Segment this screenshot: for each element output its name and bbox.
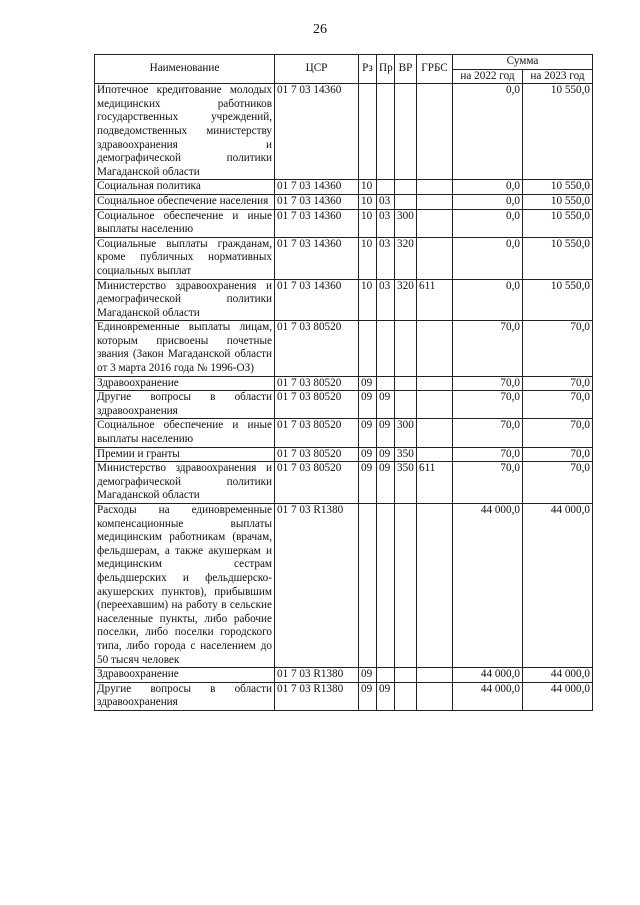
row-amount-2022: 44 000,0 [453,682,523,710]
table-row [95,682,593,710]
row-name: Здравоохранение [95,376,275,391]
row-pr [377,668,395,683]
header-row [95,55,593,70]
row-amount-2022: 0,0 [453,209,523,237]
row-vr: 320 [395,237,417,279]
header-2022: на 2022 год [453,69,523,84]
row-name: Социальное обеспечение населения [95,194,275,209]
row-vr: 320 [395,279,417,321]
row-grbs [417,209,453,237]
row-grbs [417,419,453,447]
row-csr: 01 7 03 14360 [275,84,359,180]
row-pr: 03 [377,209,395,237]
row-csr: 01 7 03 R1380 [275,682,359,710]
table-row [95,391,593,419]
row-name: Здравоохранение [95,668,275,683]
row-grbs [417,376,453,391]
row-amount-2022: 44 000,0 [453,504,523,668]
row-amount-2023: 44 000,0 [523,682,593,710]
row-amount-2022: 70,0 [453,321,523,376]
row-rz: 09 [359,376,377,391]
row-grbs [417,504,453,668]
row-pr [377,180,395,195]
row-csr: 01 7 03 14360 [275,279,359,321]
row-rz: 09 [359,682,377,710]
row-vr: 300 [395,419,417,447]
row-rz: 09 [359,447,377,462]
row-name: Социальные выплаты гражданам, кроме публичных нормативных социальных выплат [95,237,275,279]
row-vr [395,668,417,683]
row-vr: 300 [395,209,417,237]
table-row [95,462,593,504]
row-grbs: 611 [417,279,453,321]
row-pr: 03 [377,194,395,209]
row-amount-2022: 70,0 [453,391,523,419]
row-grbs [417,194,453,209]
table-row [95,237,593,279]
budget-table [94,54,593,711]
table-row [95,419,593,447]
row-pr [377,376,395,391]
row-rz: 10 [359,209,377,237]
table-row [95,504,593,668]
row-csr: 01 7 03 R1380 [275,668,359,683]
row-pr [377,504,395,668]
row-grbs [417,682,453,710]
row-name: Расходы на единовременные компенсационные выплаты медицинским работникам (врачам, фельдшерам, а также акушеркам и медицинским сестрам фельдшерских и фельдшерско-акушерских пунктов), прибывшим (переехавшим) на работу в сельские населенные пункты, либо рабочие поселки, либо поселки городского типа, либо города с населением до 50 тысяч человек [95,504,275,668]
table-row [95,447,593,462]
row-amount-2022: 0,0 [453,84,523,180]
row-amount-2022: 70,0 [453,376,523,391]
row-grbs: 611 [417,462,453,504]
row-amount-2022: 0,0 [453,237,523,279]
row-rz: 10 [359,180,377,195]
table-row [95,279,593,321]
row-vr [395,376,417,391]
row-name: Ипотечное кредитование молодых медицинских работников государственных учреждений, подведомственных министерству здравоохранения и демографической политики Магаданской области [95,84,275,180]
row-csr: 01 7 03 14360 [275,209,359,237]
row-csr: 01 7 03 80520 [275,376,359,391]
row-rz [359,84,377,180]
table-row [95,84,593,180]
row-name: Другие вопросы в области здравоохранения [95,682,275,710]
table-row [95,180,593,195]
row-name: Социальное обеспечение и иные выплаты населению [95,419,275,447]
row-vr [395,682,417,710]
row-grbs [417,391,453,419]
row-pr: 09 [377,682,395,710]
header-pr: Пр [377,55,395,84]
row-amount-2023: 70,0 [523,391,593,419]
row-amount-2023: 10 550,0 [523,237,593,279]
row-grbs [417,84,453,180]
row-amount-2023: 70,0 [523,462,593,504]
row-amount-2023: 44 000,0 [523,504,593,668]
row-csr: 01 7 03 R1380 [275,504,359,668]
header-name: Наименование [95,55,275,84]
row-rz [359,321,377,376]
table-row [95,209,593,237]
row-name: Министерство здравоохранения и демографической политики Магаданской области [95,279,275,321]
row-pr: 09 [377,462,395,504]
header-2023: на 2023 год [523,69,593,84]
row-csr: 01 7 03 14360 [275,180,359,195]
row-amount-2022: 0,0 [453,180,523,195]
row-csr: 01 7 03 80520 [275,447,359,462]
header-grbs: ГРБС [417,55,453,84]
table-row [95,321,593,376]
row-amount-2023: 10 550,0 [523,194,593,209]
row-vr [395,321,417,376]
row-rz: 10 [359,279,377,321]
row-name: Единовременные выплаты лицам, которым присвоены почетные звания (Закон Магаданской области от 3 марта 2016 года № 1996-ОЗ) [95,321,275,376]
row-rz: 09 [359,419,377,447]
row-grbs [417,321,453,376]
row-csr: 01 7 03 80520 [275,391,359,419]
row-vr [395,504,417,668]
row-amount-2022: 0,0 [453,279,523,321]
row-amount-2022: 0,0 [453,194,523,209]
row-amount-2022: 44 000,0 [453,668,523,683]
row-name: Министерство здравоохранения и демографической политики Магаданской области [95,462,275,504]
row-amount-2023: 70,0 [523,419,593,447]
row-grbs [417,447,453,462]
row-vr: 350 [395,447,417,462]
row-vr [395,391,417,419]
row-rz [359,504,377,668]
header-vr: ВР [395,55,417,84]
row-csr: 01 7 03 80520 [275,321,359,376]
header-sum: Сумма [453,55,593,70]
table-row [95,194,593,209]
row-rz: 10 [359,237,377,279]
row-amount-2022: 70,0 [453,419,523,447]
row-grbs [417,180,453,195]
header-rz: Рз [359,55,377,84]
row-pr: 09 [377,447,395,462]
row-name: Премии и гранты [95,447,275,462]
row-rz: 09 [359,391,377,419]
row-pr: 09 [377,391,395,419]
row-amount-2023: 10 550,0 [523,209,593,237]
row-vr [395,180,417,195]
row-amount-2023: 44 000,0 [523,668,593,683]
row-grbs [417,668,453,683]
row-amount-2023: 10 550,0 [523,84,593,180]
table-row [95,668,593,683]
row-rz: 10 [359,194,377,209]
row-amount-2023: 70,0 [523,447,593,462]
row-vr [395,194,417,209]
row-amount-2023: 70,0 [523,321,593,376]
row-grbs [417,237,453,279]
row-pr: 03 [377,237,395,279]
row-name: Другие вопросы в области здравоохранения [95,391,275,419]
row-name: Социальная политика [95,180,275,195]
row-vr [395,84,417,180]
row-vr: 350 [395,462,417,504]
row-pr [377,321,395,376]
page-number: 26 [313,22,327,37]
row-amount-2023: 70,0 [523,376,593,391]
table-row [95,376,593,391]
row-csr: 01 7 03 80520 [275,462,359,504]
row-pr: 09 [377,419,395,447]
row-csr: 01 7 03 14360 [275,194,359,209]
row-csr: 01 7 03 14360 [275,237,359,279]
row-csr: 01 7 03 80520 [275,419,359,447]
row-pr [377,84,395,180]
row-amount-2022: 70,0 [453,462,523,504]
row-amount-2022: 70,0 [453,447,523,462]
row-amount-2023: 10 550,0 [523,279,593,321]
row-name: Социальное обеспечение и иные выплаты населению [95,209,275,237]
row-rz: 09 [359,462,377,504]
header-csr: ЦСР [275,55,359,84]
row-pr: 03 [377,279,395,321]
row-amount-2023: 10 550,0 [523,180,593,195]
row-rz: 09 [359,668,377,683]
